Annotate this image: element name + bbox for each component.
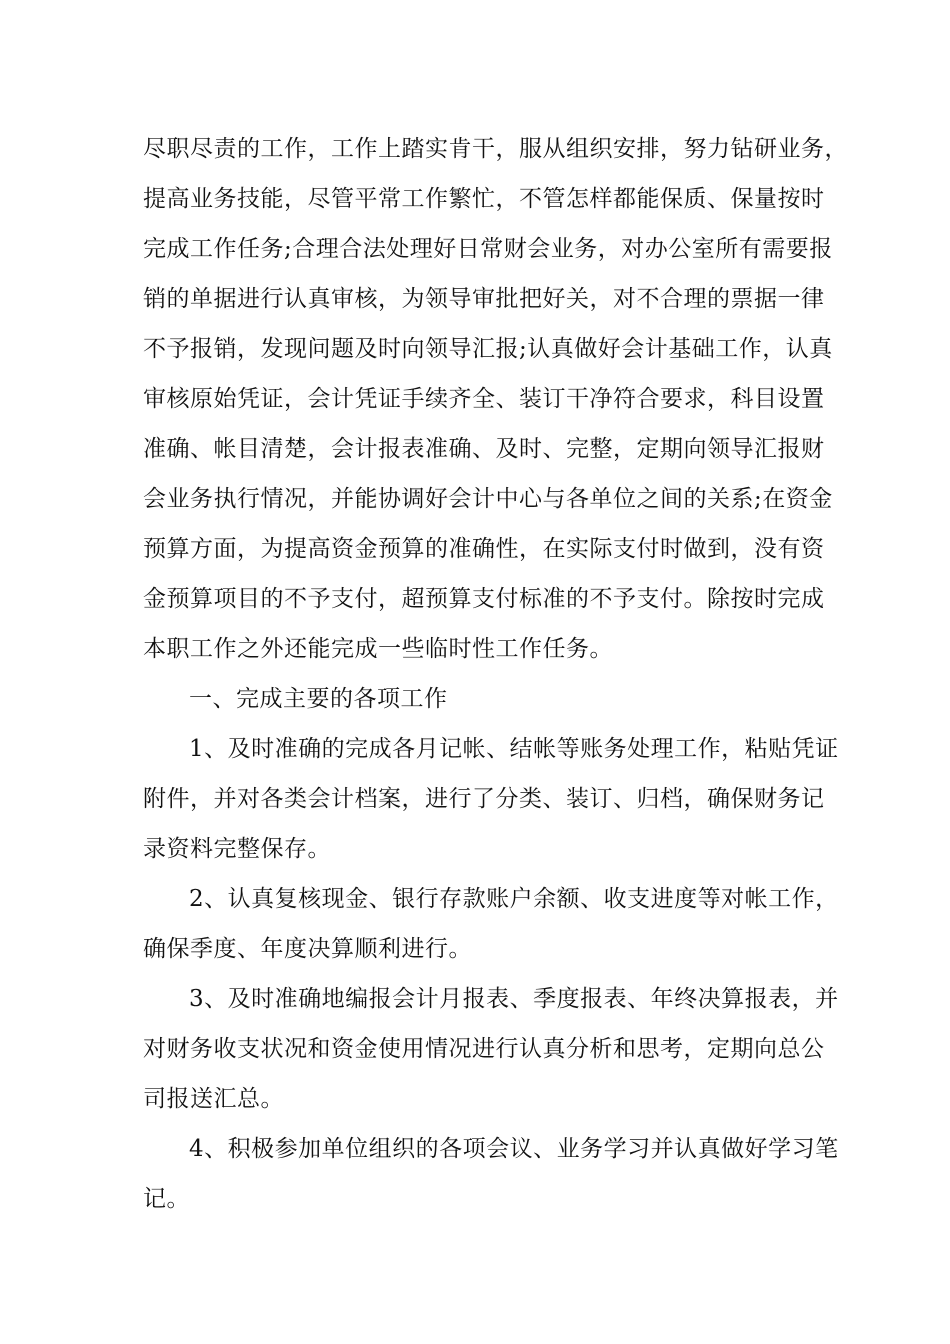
text-line: 一、完成主要的各项工作 bbox=[189, 686, 448, 712]
paragraph bbox=[143, 724, 839, 874]
text-line: 审核原始凭证，会计凭证手续齐全、装订干净符合要求，科目设置 bbox=[143, 386, 825, 412]
text-line: 不予报销，发现问题及时向领导汇报;认真做好会计基础工作，认真 bbox=[143, 336, 833, 362]
text-line: 尽职尽责的工作，工作上踏实肯干，服从组织安排，努力钻研业务， bbox=[143, 136, 848, 162]
text-line: 2、认真复核现金、银行存款账户余额、收支进度等对帐工作， bbox=[189, 886, 839, 912]
paragraph bbox=[143, 874, 839, 974]
text-line: 提高业务技能，尽管平常工作繁忙，不管怎样都能保质、保量按时 bbox=[143, 186, 825, 212]
text-line: 本职工作之外还能完成一些临时性工作任务。 bbox=[143, 636, 613, 662]
paragraph bbox=[143, 124, 848, 674]
text-line: 会业务执行情况，并能协调好会计中心与各单位之间的关系;在资金 bbox=[143, 486, 833, 512]
text-line: 完成工作任务;合理合法处理好日常财会业务，对办公室所有需要报 bbox=[143, 236, 833, 262]
paragraph bbox=[143, 1124, 839, 1224]
text-line: 准确、帐目清楚，会计报表准确、及时、完整，定期向领导汇报财 bbox=[143, 436, 825, 462]
text-line: 附件，并对各类会计档案，进行了分类、装订、归档，确保财务记 bbox=[143, 786, 825, 812]
text-line: 4、积极参加单位组织的各项会议、业务学习并认真做好学习笔 bbox=[189, 1136, 839, 1162]
text-line: 录资料完整保存。 bbox=[143, 836, 331, 862]
text-line: 金预算项目的不予支付，超预算支付标准的不予支付。除按时完成 bbox=[143, 586, 825, 612]
section-heading bbox=[143, 674, 813, 724]
text-line: 1、及时准确的完成各月记帐、结帐等账务处理工作，粘贴凭证 bbox=[189, 736, 839, 762]
document-body bbox=[143, 124, 848, 1224]
text-line: 确保季度、年度决算顺利进行。 bbox=[143, 936, 472, 962]
text-line: 3、及时准确地编报会计月报表、季度报表、年终决算报表，并 bbox=[189, 986, 839, 1012]
text-line: 对财务收支状况和资金使用情况进行认真分析和思考，定期向总公 bbox=[143, 1036, 825, 1062]
text-line: 记。 bbox=[143, 1186, 190, 1212]
text-line: 司报送汇总。 bbox=[143, 1086, 284, 1112]
text-line: 预算方面，为提高资金预算的准确性，在实际支付时做到，没有资 bbox=[143, 536, 825, 562]
text-line: 销的单据进行认真审核，为领导审批把好关，对不合理的票据一律 bbox=[143, 286, 825, 312]
paragraph bbox=[143, 974, 839, 1124]
